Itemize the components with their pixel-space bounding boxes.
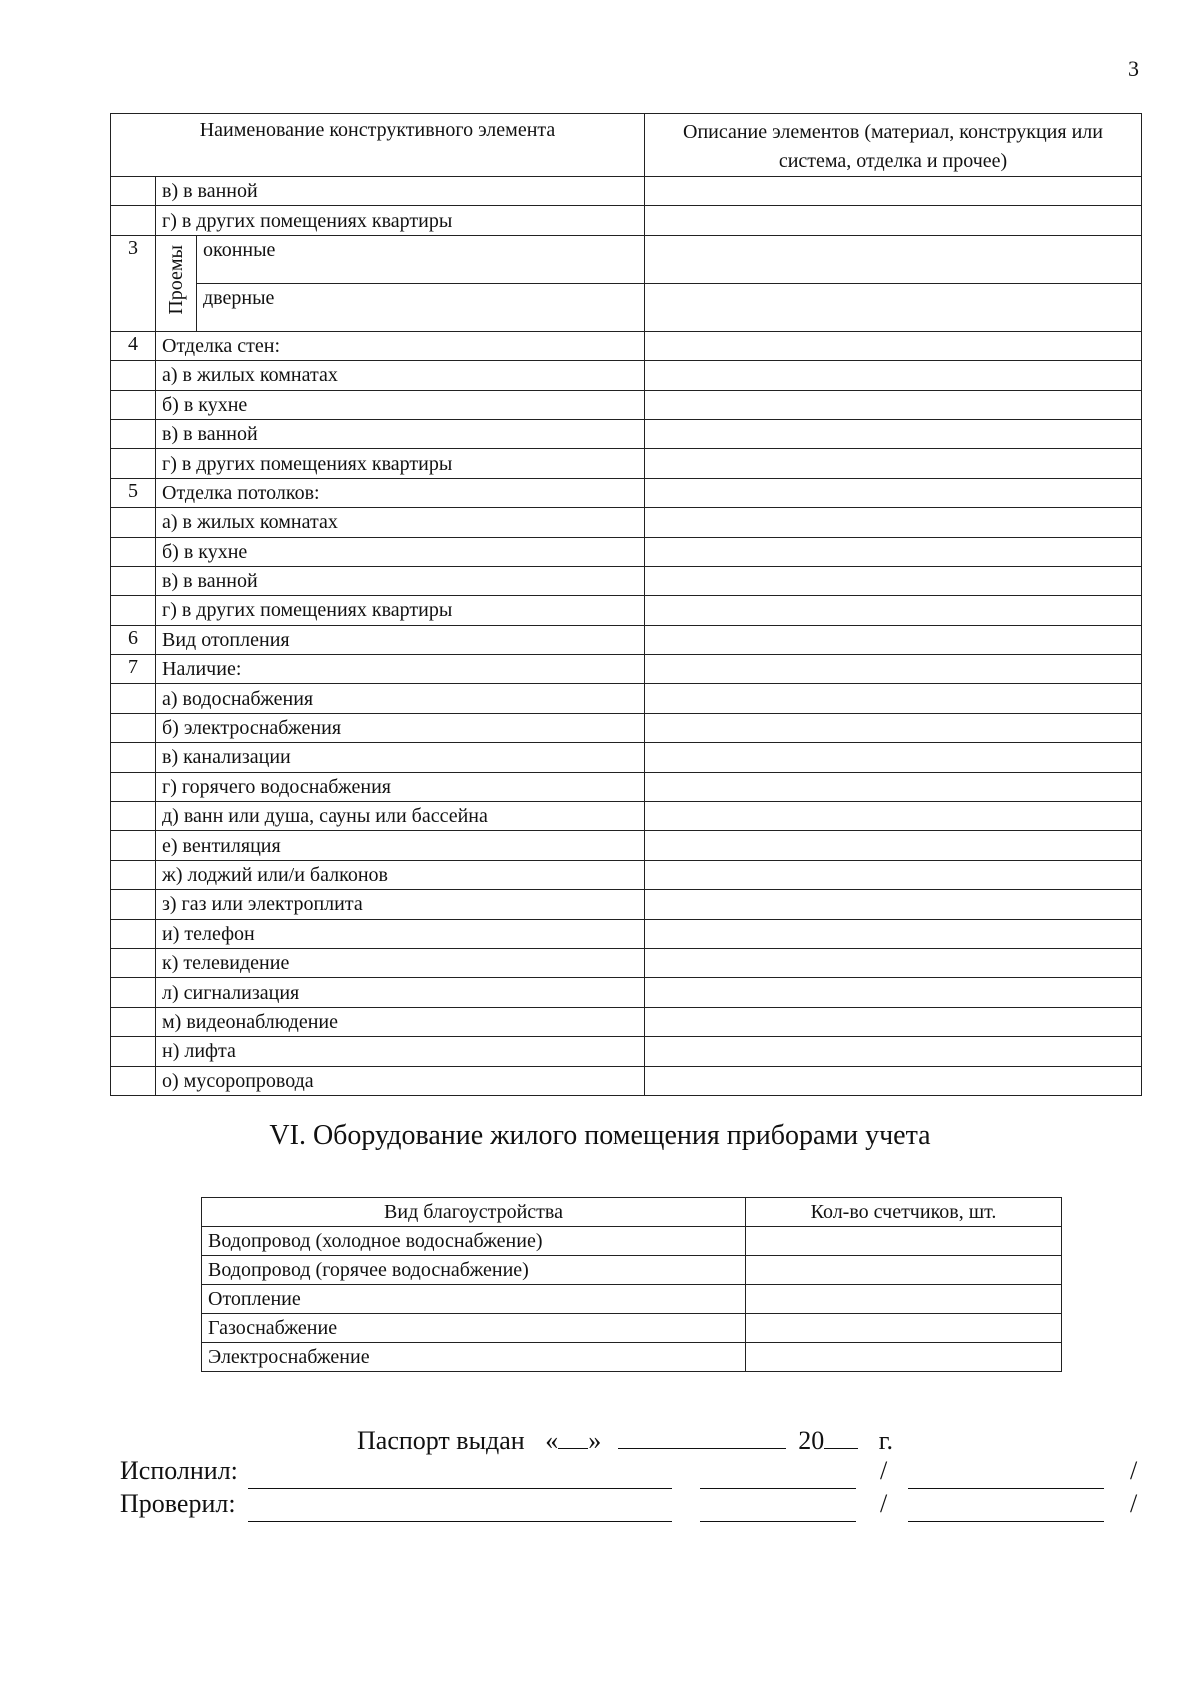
row-label: Наличие: (156, 655, 645, 684)
row-label: в) в ванной (156, 566, 645, 595)
table-row-openings (111, 235, 1142, 283)
table-row (111, 948, 1142, 977)
table-row (111, 390, 1142, 419)
table-row (111, 1007, 1142, 1036)
row-label: е) вентиляция (156, 831, 645, 860)
row-label: д) ванн или душа, сауны или бассейна (156, 802, 645, 831)
row-number (111, 390, 156, 419)
row-label: з) газ или электроплита (156, 890, 645, 919)
meters-header-count: Кол-во счетчиков, шт. (746, 1198, 1062, 1227)
year-suffix: г. (878, 1426, 893, 1455)
issued-label: Паспорт выдан (357, 1426, 525, 1455)
row-number: 5 (111, 478, 156, 507)
row-number (111, 206, 156, 235)
row-description-field[interactable] (645, 537, 1142, 566)
row-label: и) телефон (156, 919, 645, 948)
table-row (111, 508, 1142, 537)
page-number: 3 (1128, 56, 1139, 81)
meters-row-type: Водопровод (горячее водоснабжение) (202, 1256, 746, 1285)
row-number (111, 508, 156, 537)
row-number: 6 (111, 625, 156, 654)
executed-signature-blank[interactable] (700, 1462, 856, 1489)
table-row (111, 684, 1142, 713)
row-label: к) телевидение (156, 948, 645, 977)
meters-count-field[interactable] (746, 1285, 1062, 1314)
table-row (111, 449, 1142, 478)
row-number (111, 831, 156, 860)
openings-group-cell (156, 235, 197, 331)
row-number (111, 802, 156, 831)
table-row (111, 625, 1142, 654)
row-label: в) в ванной (156, 419, 645, 448)
row-number (111, 177, 156, 206)
table-row (111, 655, 1142, 684)
row-label: о) мусоропровода (156, 1066, 645, 1095)
row-number (111, 1007, 156, 1036)
row-number (111, 978, 156, 1007)
table-row (111, 206, 1142, 235)
table-row (111, 419, 1142, 448)
checked-slash-2: / (1130, 1489, 1138, 1518)
executed-label: Исполнил: (120, 1456, 238, 1485)
row-description-field[interactable] (645, 361, 1142, 390)
row-label: в) в ванной (156, 177, 645, 206)
row-label: б) электроснабжения (156, 713, 645, 742)
table-row (111, 978, 1142, 1007)
openings-group-label: Проемы (165, 245, 187, 316)
row-number: 3 (111, 235, 156, 331)
row-number (111, 743, 156, 772)
section-title: VI. Оборудование жилого помещения приборами учета (269, 1120, 931, 1151)
row-number (111, 860, 156, 889)
table-row (111, 478, 1142, 507)
row-number (111, 684, 156, 713)
row-label: ж) лоджий или/и балконов (156, 860, 645, 889)
meters-row (202, 1256, 1062, 1285)
table-row (111, 1037, 1142, 1066)
row-description-field[interactable] (645, 919, 1142, 948)
passport-issued-line (357, 1422, 893, 1456)
row-description-field[interactable] (645, 1007, 1142, 1036)
row-description-field[interactable] (645, 743, 1142, 772)
meters-table (201, 1197, 1062, 1372)
row-description-field[interactable] (645, 508, 1142, 537)
meters-header-type: Вид благоустройства (202, 1198, 746, 1227)
row-label: в) канализации (156, 743, 645, 772)
table-row (111, 860, 1142, 889)
row-description-field[interactable] (645, 978, 1142, 1007)
row-description-field[interactable] (645, 283, 1142, 331)
checked-label: Проверил: (120, 1489, 236, 1518)
row-description-field[interactable] (645, 684, 1142, 713)
row-number (111, 537, 156, 566)
checked-name-blank[interactable] (248, 1495, 672, 1522)
executed-decode-blank[interactable] (908, 1462, 1104, 1489)
row-description-field[interactable] (645, 1066, 1142, 1095)
row-number (111, 772, 156, 801)
executed-slash-2: / (1130, 1456, 1138, 1485)
executed-name-blank[interactable] (248, 1462, 672, 1489)
header-element-name: Наименование конструктивного элемента (111, 114, 645, 177)
table-row (111, 743, 1142, 772)
row-description-field[interactable] (645, 713, 1142, 742)
row-label: б) в кухне (156, 537, 645, 566)
table-row (111, 1066, 1142, 1095)
executed-line (120, 1456, 238, 1486)
row-label: г) в других помещениях квартиры (156, 596, 645, 625)
table-row (111, 331, 1142, 360)
row-description-field[interactable] (645, 772, 1142, 801)
row-number (111, 890, 156, 919)
row-number (111, 419, 156, 448)
row-label: Отделка потолков: (156, 478, 645, 507)
row-number (111, 596, 156, 625)
table-row (111, 713, 1142, 742)
meters-count-field[interactable] (746, 1343, 1062, 1372)
executed-slash-1: / (880, 1456, 888, 1485)
row-label: Отделка стен: (156, 331, 645, 360)
row-number (111, 919, 156, 948)
row-label: м) видеонаблюдение (156, 1007, 645, 1036)
meters-count-field[interactable] (746, 1227, 1062, 1256)
row-label: а) в жилых комнатах (156, 508, 645, 537)
openings-item-label: оконные (197, 235, 645, 283)
row-number (111, 713, 156, 742)
row-number (111, 361, 156, 390)
row-description-field[interactable] (645, 235, 1142, 283)
row-number (111, 948, 156, 977)
row-number (111, 566, 156, 595)
meters-header-row (202, 1198, 1062, 1227)
row-number: 7 (111, 655, 156, 684)
row-label: л) сигнализация (156, 978, 645, 1007)
header-element-description: Описание элементов (материал, конструкция или система, отделка и прочее) (645, 114, 1142, 177)
table-row-openings (111, 283, 1142, 331)
row-description-field[interactable] (645, 1037, 1142, 1066)
meters-row-type: Электроснабжение (202, 1343, 746, 1372)
row-number (111, 1037, 156, 1066)
table-row (111, 537, 1142, 566)
row-description-field[interactable] (645, 860, 1142, 889)
row-description-field[interactable] (645, 331, 1142, 360)
openings-item-label: дверные (197, 283, 645, 331)
row-label: н) лифта (156, 1037, 645, 1066)
checked-decode-blank[interactable] (908, 1495, 1104, 1522)
table-row (111, 890, 1142, 919)
table-row (111, 361, 1142, 390)
row-number (111, 1066, 156, 1095)
row-description-field[interactable] (645, 478, 1142, 507)
row-description-field[interactable] (645, 206, 1142, 235)
checked-line (120, 1489, 236, 1519)
row-description-field[interactable] (645, 802, 1142, 831)
row-description-field[interactable] (645, 831, 1142, 860)
year-blank[interactable] (824, 1422, 858, 1449)
day-blank[interactable] (558, 1422, 588, 1449)
table-row (111, 802, 1142, 831)
row-label: а) в жилых комнатах (156, 361, 645, 390)
row-description-field[interactable] (645, 596, 1142, 625)
checked-slash-1: / (880, 1489, 888, 1518)
row-label: г) горячего водоснабжения (156, 772, 645, 801)
month-blank[interactable] (618, 1422, 786, 1449)
table-row (111, 566, 1142, 595)
meters-row-type: Отопление (202, 1285, 746, 1314)
year-prefix: 20 (798, 1426, 825, 1455)
construction-elements-table (110, 113, 1142, 1096)
table-header-row (111, 114, 1142, 177)
quote-close: » (588, 1426, 602, 1455)
row-description-field[interactable] (645, 890, 1142, 919)
row-description-field[interactable] (645, 655, 1142, 684)
row-label: г) в других помещениях квартиры (156, 449, 645, 478)
row-number (111, 449, 156, 478)
table-row (111, 831, 1142, 860)
meters-row (202, 1285, 1062, 1314)
table-row (111, 772, 1142, 801)
row-description-field[interactable] (645, 419, 1142, 448)
row-description-field[interactable] (645, 390, 1142, 419)
meters-count-field[interactable] (746, 1256, 1062, 1285)
meters-count-field[interactable] (746, 1314, 1062, 1343)
row-description-field[interactable] (645, 625, 1142, 654)
table-row (111, 596, 1142, 625)
row-description-field[interactable] (645, 177, 1142, 206)
row-description-field[interactable] (645, 566, 1142, 595)
row-number: 4 (111, 331, 156, 360)
row-label: б) в кухне (156, 390, 645, 419)
row-label: г) в других помещениях квартиры (156, 206, 645, 235)
quote-open: « (545, 1426, 559, 1455)
row-label: Вид отопления (156, 625, 645, 654)
meters-row (202, 1314, 1062, 1343)
table-row (111, 919, 1142, 948)
meters-row (202, 1227, 1062, 1256)
meters-row-type: Газоснабжение (202, 1314, 746, 1343)
meters-row-type: Водопровод (холодное водоснабжение) (202, 1227, 746, 1256)
row-description-field[interactable] (645, 449, 1142, 478)
meters-row (202, 1343, 1062, 1372)
checked-signature-blank[interactable] (700, 1495, 856, 1522)
row-description-field[interactable] (645, 948, 1142, 977)
row-label: а) водоснабжения (156, 684, 645, 713)
table-row (111, 177, 1142, 206)
